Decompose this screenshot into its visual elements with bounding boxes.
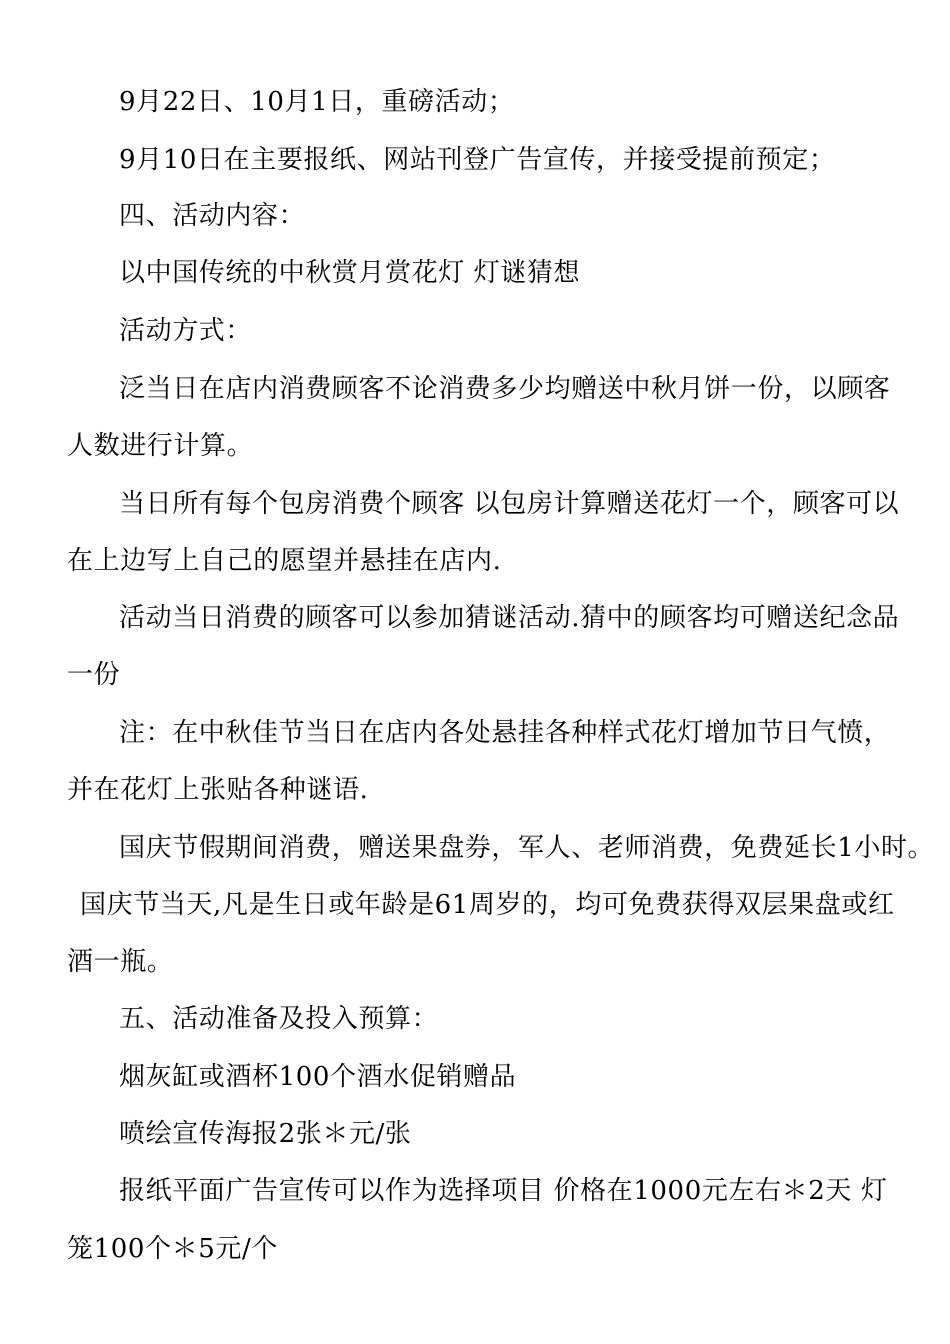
subheading: 活动方式： [119,316,253,346]
paragraph-line: 国庆节假期间消费，赠送果盘券，军人、老师消费，免费延长1小时。 [119,833,935,863]
paragraph-line: 烟灰缸或酒杯100个酒水促销赠品 [119,1062,517,1092]
paragraph-line: 笼100个＊5元/个 [67,1234,278,1264]
paragraph-line: 国庆节当天,凡是生日或年龄是61周岁的，均可免费获得双层果盘或红 [80,890,895,920]
paragraph-line: 9月22日、10月1日，重磅活动； [119,87,515,117]
paragraph-line: 9月10日在主要报纸、网站刊登广告宣传，并接受提前预定； [119,145,836,175]
paragraph-line: 注：在中秋佳节当日在店内各处悬挂各种样式花灯增加节日气愤， [119,718,891,748]
paragraph-line: 在上边写上自己的愿望并悬挂在店内. [67,546,502,576]
paragraph-line: 活动当日消费的顾客可以参加猜谜活动.猜中的顾客均可赠送纪念品 [119,603,900,633]
paragraph-line: 并在花灯上张贴各种谜语. [67,775,369,805]
section-heading: 四、活动内容： [119,201,306,231]
paragraph-line: 喷绘宣传海报2张＊元/张 [119,1119,412,1149]
paragraph-line: 泛当日在店内消费顾客不论消费多少均赠送中秋月饼一份，以顾客 [119,374,891,404]
paragraph-line: 报纸平面广告宣传可以作为选择项目 价格在1000元左右＊2天 灯 [119,1176,888,1206]
paragraph-line: 酒一瓶。 [67,947,174,977]
paragraph-line: 当日所有每个包房消费个顾客 以包房计算赠送花灯一个，顾客可以 [119,489,900,519]
paragraph-line: 人数进行计算。 [67,431,254,461]
paragraph-line: 以中国传统的中秋赏月赏花灯 灯谜猜想 [119,258,581,288]
paragraph-line: 一份 [67,660,121,690]
section-heading: 五、活动准备及投入预算： [119,1004,439,1034]
